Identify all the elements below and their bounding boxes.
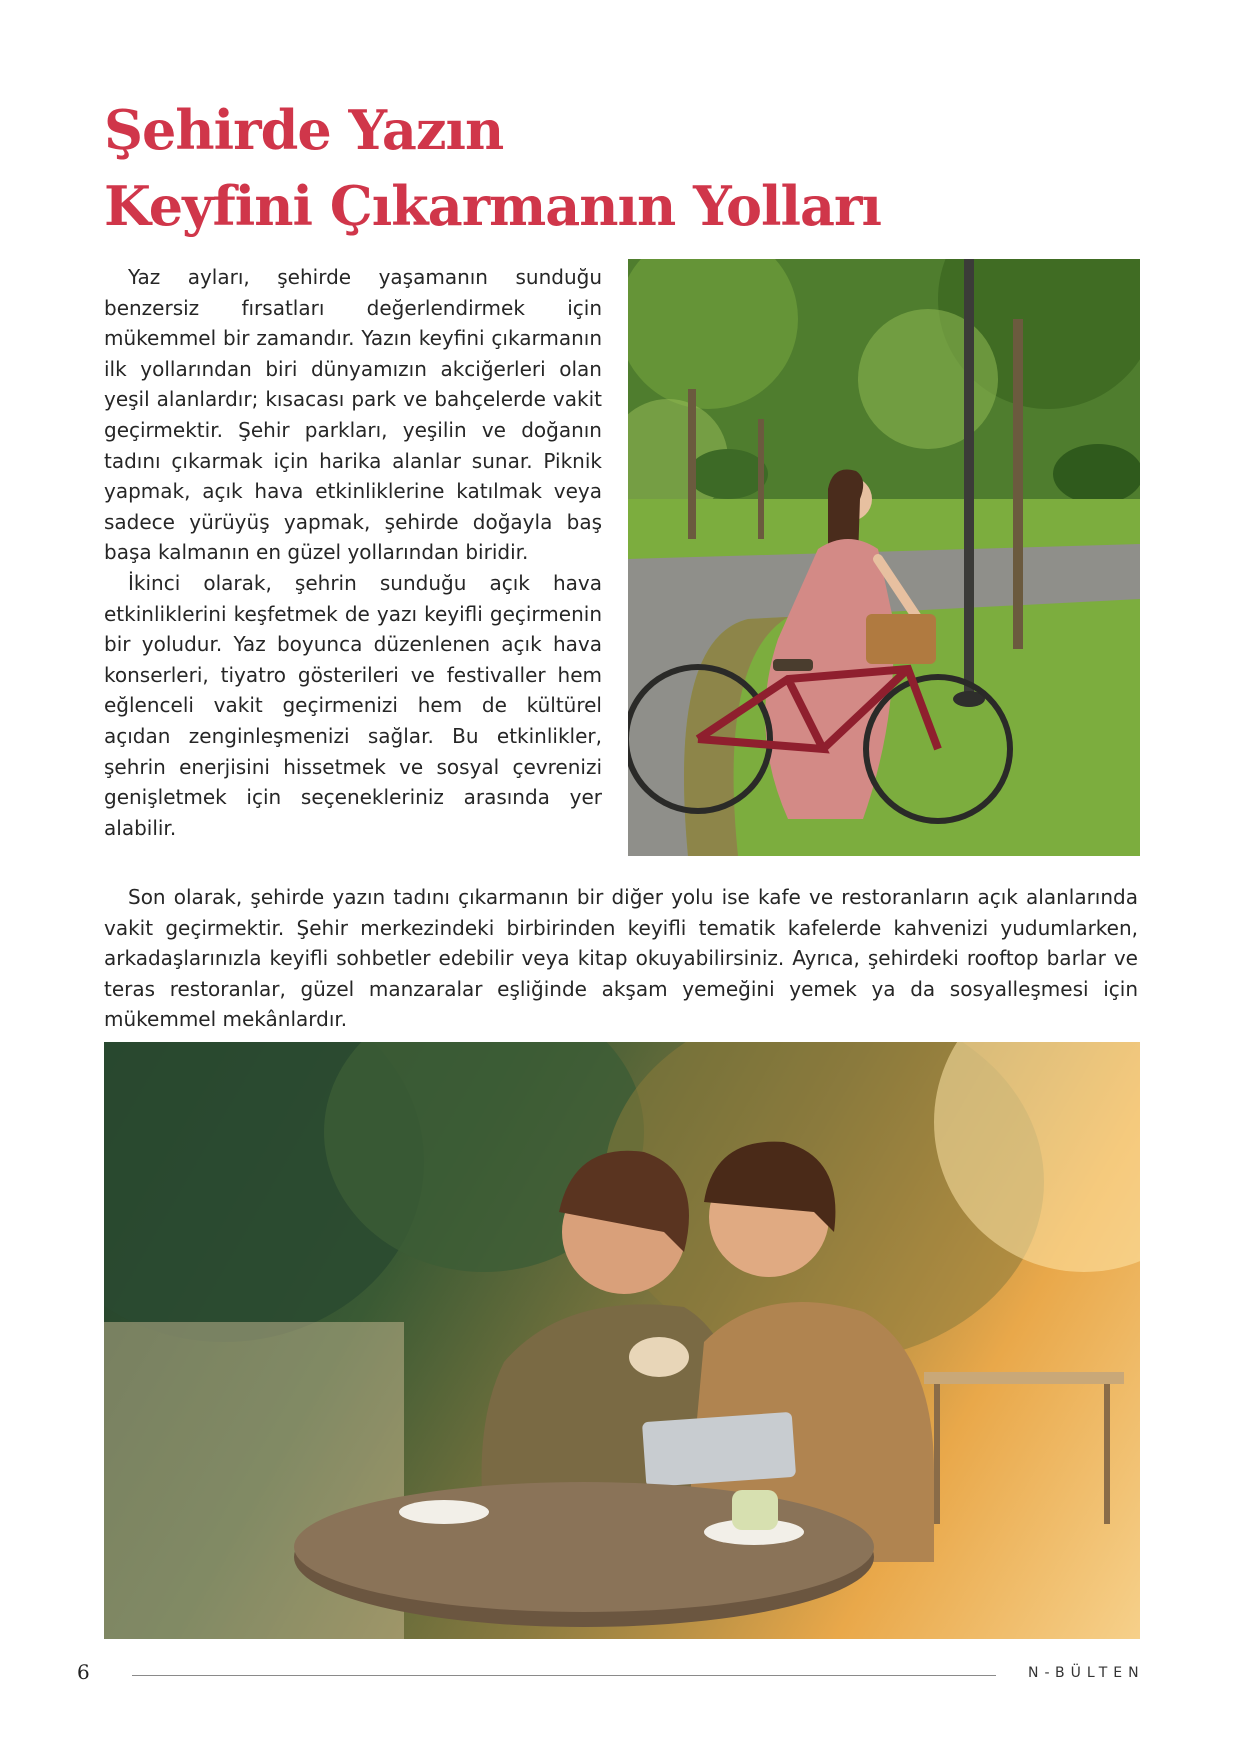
title-line-2: Keyfini Çıkarmanın Yolları [104,174,881,238]
woman-with-bicycle-photo [628,259,1140,856]
publication-brand: N-BÜLTEN [1028,1665,1145,1681]
footer-divider [132,1675,996,1676]
left-text-column [104,262,602,843]
cafe-friends-photo [104,1042,1140,1639]
cafe-photo-illustration [104,1042,1140,1639]
paragraph-2: İkinci olarak, şehrin sunduğu açık hava etkinliklerini keşfetmek de yazı keyifli geçirmenin bir yoludur. Yaz boyunca düzenlenen açık hava konserleri, tiyatro gösterileri ve festivaller hem eğlenceli vakit geçirmenizi hem de kültürel açıdan zenginleşmenizi sağlar. Bu etkinlikler, şehrin enerjisini hissetmek ve sosyal çevrenizi genişletmek için seçenekleriniz arasında yer alabilir. [104,570,602,840]
article-title [104,92,881,244]
paragraph-1: Yaz ayları, şehirde yaşamanın sunduğu benzersiz fırsatları değerlendirmek için mükemmel bir zamandır. Yazın keyfini çıkarmanın ilk yollarından biri dünyamızın akciğerleri olan yeşil alanlardır; kısacası park ve bahçelerde vakit geçirmektir. Şehir parkları, yeşilin ve doğanın tadını çıkarmak için harika alanlar sunar. Piknik yapmak, açık hava etkinliklerine katılmak veya sadece yürüyüş yapmak, şehirde doğayla baş başa kalmanın en güzel yollarından biridir. [104,265,602,565]
title-line-1: Şehirde Yazın [104,98,504,162]
paragraph-3: Son olarak, şehirde yazın tadını çıkarmanın bir diğer yolu ise kafe ve restoranların açık alanlarında vakit geçirmektir. Şehir merkezindeki birbirinden keyifli tematik kafelerde kahvenizi yudumlarken, arkadaşlarınızla keyifli sohbetler edebilir veya kitap okuyabilirsiniz. Ayrıca, şehirdeki rooftop barlar ve teras restoranlar, güzel manzaralar eşliğinde akşam yemeğini yemek ya da sosyalleşmesi için mükemmel mekânlardır. [104,885,1138,1032]
bicycle-photo-illustration [628,259,1140,856]
page-number: 6 [77,1660,90,1684]
